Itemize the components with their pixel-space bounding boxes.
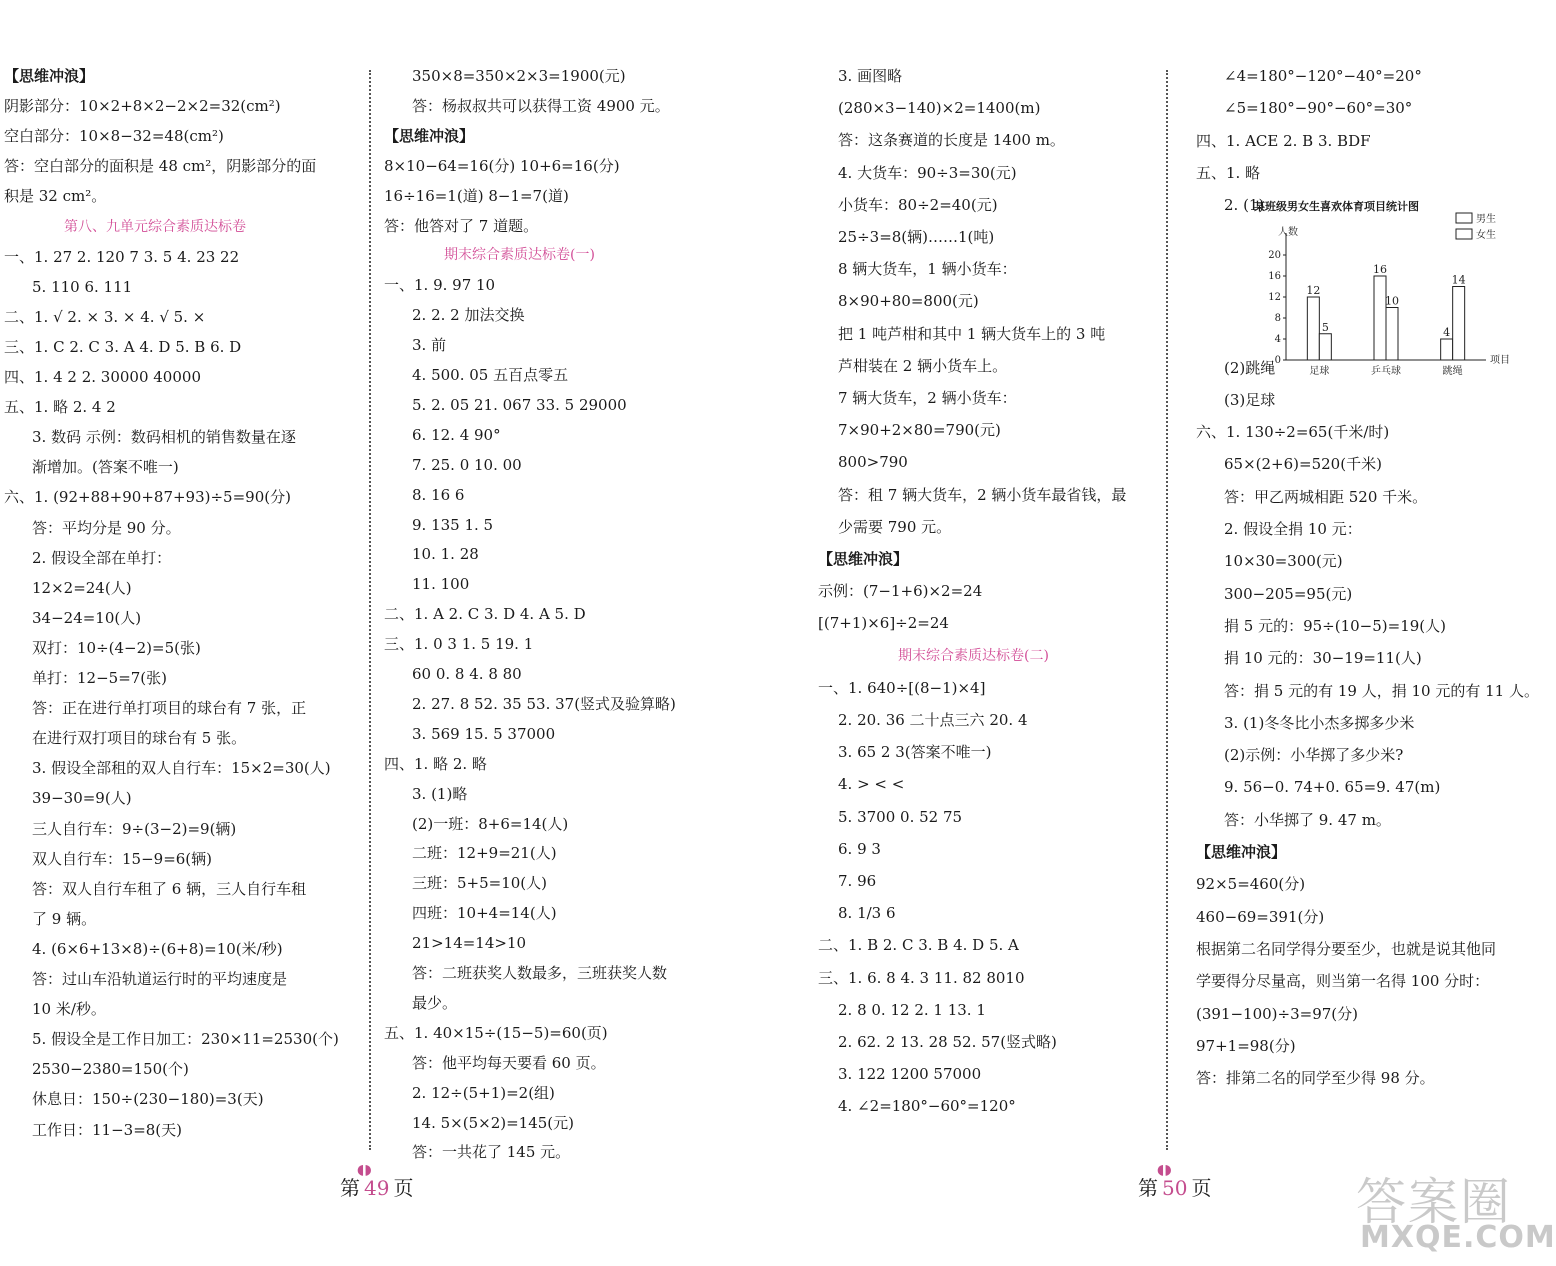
watermark-cn: 答案圈 <box>1356 1173 1512 1231</box>
answer-line: 最少。 <box>412 993 458 1012</box>
section-title: 期末综合素质达标卷(一) <box>444 247 595 264</box>
answer-line: 答：一共花了 145 元。 <box>412 1143 571 1162</box>
answer-line: 7. 96 <box>838 872 877 890</box>
y-axis-label: 人数 <box>1278 227 1298 238</box>
answer-line: 【思维冲浪】 <box>4 67 95 85</box>
answer-line: 二、1. √ 2. × 3. × 4. √ 5. × <box>4 307 206 326</box>
answer-line: 【思维冲浪】 <box>818 550 909 568</box>
answer-line: 三、1. 0 3 1. 5 19. 1 <box>384 635 534 654</box>
answer-line: 四、1. 4 2 2. 30000 40000 <box>4 368 201 386</box>
answer-line: 捐 5 元的：95÷(10−5)=19(人) <box>1224 616 1446 635</box>
page-label-pre: 第 <box>340 1176 360 1200</box>
answer-line: 芦柑装在 2 辆小货车上。 <box>838 356 1008 375</box>
answer-line: 4. > < < <box>838 775 905 794</box>
legend-label: 男生 <box>1476 214 1496 225</box>
answer-line: 答：排第二名的同学至少得 98 分。 <box>1196 1069 1435 1088</box>
answer-line: 积是 32 cm²。 <box>4 187 107 206</box>
answer-line: 8×90+80=800(元) <box>838 292 979 311</box>
answer-line: 二、1. A 2. C 3. D 4. A 5. D <box>384 605 586 624</box>
answer-line: 阴影部分：10×2+8×2−2×2=32(cm²) <box>4 97 281 116</box>
answer-line: 5. 假设全是工作日加工：230×11=2530(个) <box>32 1030 339 1049</box>
answer-line: 7. 25. 0 10. 00 <box>412 455 522 474</box>
answer-line: 5. 110 6. 111 <box>32 277 133 296</box>
answer-line: 三人自行车：9÷(3−2)=9(辆) <box>32 819 237 838</box>
answer-line: (2)一班：8+6=14(人) <box>412 814 569 833</box>
y-tick-label: 12 <box>1268 292 1281 303</box>
answer-line: 四、1. 略 2. 略 <box>384 754 487 773</box>
answer-line: 2. 27. 8 52. 35 53. 37(竖式及验算略) <box>412 694 676 713</box>
answer-line: (2)跳绳 <box>1224 358 1276 377</box>
answer-line: 答：小华掷了 9. 47 m。 <box>1224 810 1391 829</box>
bar-女生 <box>1319 334 1331 360</box>
answer-line: (391−100)÷3=97(分) <box>1196 1004 1359 1023</box>
answer-line: 6. 9 3 <box>838 839 881 858</box>
answer-line: 3. 数码 示例：数码相机的销售数量在逐 <box>32 428 296 447</box>
answer-line: 3. 假设全部租的双人自行车：15×2=30(人) <box>32 759 331 778</box>
answer-line: 示例：(7−1+6)×2=24 <box>818 582 983 601</box>
bar-value-label: 10 <box>1385 294 1399 308</box>
chart-title: 某班级男女生喜欢体育项目统计图 <box>1254 200 1419 213</box>
answer-line: 渐增加。(答案不唯一) <box>32 458 179 477</box>
answer-line: 2. 假设全捐 10 元： <box>1224 520 1362 538</box>
answer-line: 三、1. C 2. C 3. A 4. D 5. B 6. D <box>4 337 242 356</box>
answer-line: 3. 画图略 <box>838 67 903 85</box>
answer-line: 六、1. (92+88+90+87+93)÷5=90(分) <box>4 488 291 507</box>
answer-line: 3. 569 15. 5 37000 <box>412 724 556 743</box>
answer-line: 四班：10+4=14(人) <box>412 904 557 923</box>
answer-line: 4. ∠2=180°−60°=120° <box>838 1097 1016 1116</box>
answer-line: 2. 20. 36 二十点三六 20. 4 <box>838 711 1028 729</box>
legend-label: 女生 <box>1476 230 1496 241</box>
page-num: 49 <box>364 1176 390 1200</box>
y-tick-label: 16 <box>1268 271 1281 282</box>
answer-line: 【思维冲浪】 <box>1196 843 1287 861</box>
answer-line: 三、1. 6. 8 4. 3 11. 82 8010 <box>818 968 1025 987</box>
answer-line: 答：捐 5 元的有 19 人，捐 10 元的有 11 人。 <box>1224 681 1539 700</box>
answer-line: 2. 假设全部在单打： <box>32 548 172 567</box>
answer-line: 六、1. 130÷2=65(千米/时) <box>1196 423 1390 442</box>
answer-line: 2. 62. 2 13. 28 52. 57(竖式略) <box>838 1033 1057 1051</box>
legend-swatch <box>1456 229 1472 239</box>
answer-line: 一、1. 640÷[(8−1)×4] <box>818 678 986 697</box>
answer-line: 了 9 辆。 <box>32 909 97 928</box>
answer-line: 三班：5+5=10(人) <box>412 874 548 893</box>
answer-line: 二、1. B 2. C 3. B 4. D 5. A <box>818 936 1019 955</box>
answer-line: 65×(2+6)=520(千米) <box>1224 455 1382 474</box>
answer-line: ∠4=180°−120°−40°=20° <box>1224 67 1422 85</box>
category-label: 足球 <box>1309 366 1330 377</box>
answer-line: (280×3−140)×2=1400(m) <box>838 99 1041 118</box>
answer-line: 答：杨叔叔共可以获得工资 4900 元。 <box>412 96 670 115</box>
answer-line: 学要得分尽量高，则当第一名得 100 分时： <box>1196 972 1490 991</box>
answer-line: 双打：10÷(4−2)=5(张) <box>32 638 201 657</box>
answer-line: 4. 500. 05 五百点零五 <box>412 366 569 384</box>
answer-line: 5. 2. 05 21. 067 33. 5 29000 <box>412 395 627 414</box>
column-divider <box>369 70 371 1150</box>
answer-line: 一、1. 27 2. 120 7 3. 5 4. 23 22 <box>4 247 240 266</box>
answer-line: 空白部分：10×8−32=48(cm²) <box>4 127 224 146</box>
answer-line: 答：过山车沿轨道运行时的平均速度是 <box>32 970 288 988</box>
answer-line: 四、1. ACE 2. B 3. BDF <box>1196 131 1371 150</box>
answer-line: 【思维冲浪】 <box>384 126 475 145</box>
answer-line: 在进行双打项目的球台有 5 张。 <box>32 729 247 748</box>
section-title: 期末综合素质达标卷(二) <box>898 647 1049 664</box>
page-label-post: 页 <box>1191 1176 1212 1200</box>
answer-line: 根据第二名同学得分要至少，也就是说其他同 <box>1196 939 1497 958</box>
legend-swatch <box>1456 213 1472 223</box>
answer-line: 10 米/秒。 <box>32 1000 106 1019</box>
answer-line: 二班：12+9=21(人) <box>412 844 557 863</box>
answer-line: 9. 56−0. 74+0. 65=9. 47(m) <box>1224 778 1441 797</box>
answer-line: 460−69=391(分) <box>1196 907 1325 926</box>
category-label: 跳绳 <box>1442 366 1463 377</box>
answer-line: 2. 8 0. 12 2. 1 13. 1 <box>838 1000 986 1019</box>
bar-value-label: 5 <box>1321 320 1329 334</box>
x-axis-label: 项目 <box>1490 355 1510 366</box>
bunny-ears-icon: ◖◗ <box>1157 1162 1172 1178</box>
bar-chart <box>1254 198 1510 383</box>
answer-line: 3. 65 2 3(答案不唯一) <box>838 743 992 762</box>
answer-line: 答：他平均每天要看 60 页。 <box>412 1053 606 1072</box>
answer-line: 5. 3700 0. 52 75 <box>838 807 963 826</box>
watermark-logo <box>1350 1160 1556 1260</box>
page-number-right <box>1138 1172 1211 1201</box>
answer-line: 97+1=98(分) <box>1196 1036 1296 1055</box>
answer-line: 休息日：150÷(230−180)=3(天) <box>32 1090 264 1109</box>
answer-line: 10. 1. 28 <box>412 545 479 564</box>
answer-line: 答：甲乙两城相距 520 千米。 <box>1224 487 1428 506</box>
answer-line: 8×10−64=16(分) 10+6=16(分) <box>384 156 620 175</box>
answer-line: 一、1. 9. 97 10 <box>384 276 496 295</box>
answer-line: 小货车：80÷2=40(元) <box>838 195 998 214</box>
bunny-ears-icon: ◖◗ <box>357 1162 372 1178</box>
answer-line: 60 0. 8 4. 8 80 <box>412 665 522 683</box>
answer-line: 2. 2. 2 加法交换 <box>412 306 525 325</box>
answer-line: 3. 122 1200 57000 <box>838 1065 982 1084</box>
answer-line: 答：租 7 辆大货车，2 辆小货车最省钱，最 <box>838 485 1127 504</box>
answer-line: 9. 135 1. 5 <box>412 515 494 534</box>
answer-line: 21>14=14>10 <box>412 934 527 953</box>
section-title: 第八、九单元综合素质达标卷 <box>64 218 246 235</box>
answer-line: 五、1. 略 <box>1196 163 1261 182</box>
page-label-post: 页 <box>393 1176 414 1200</box>
answer-line: 350×8=350×2×3=1900(元) <box>412 67 626 85</box>
answer-line: 五、1. 略 2. 4 2 <box>4 398 116 417</box>
answer-line: 答：双人自行车租了 6 辆，三人自行车租 <box>32 879 307 898</box>
answer-line: (2)示例：小华掷了多少米? <box>1224 746 1404 765</box>
answer-line: 3. 前 <box>412 336 447 355</box>
bar-女生 <box>1386 308 1398 361</box>
answer-line: 五、1. 40×15÷(15−5)=60(页) <box>384 1023 608 1042</box>
answer-line: (3)足球 <box>1224 390 1276 409</box>
bar-value-label: 16 <box>1373 263 1387 276</box>
answer-line: 39−30=9(人) <box>32 789 132 808</box>
answer-line: 工作日：11−3=8(天) <box>32 1120 183 1139</box>
bar-value-label: 14 <box>1451 273 1466 287</box>
answer-line: 25÷3=8(辆)……1(吨) <box>838 228 995 246</box>
answer-line: 答：平均分是 90 分。 <box>32 518 181 537</box>
answer-line: 双人自行车：15−9=6(辆) <box>32 849 213 868</box>
answer-line: 单打：12−5=7(张) <box>32 669 168 687</box>
answer-line: 4. (6×6+13×8)÷(6+8)=10(米/秒) <box>32 939 283 958</box>
bar-男生 <box>1307 297 1319 360</box>
bar-女生 <box>1453 287 1465 361</box>
answer-line: 12×2=24(人) <box>32 578 132 597</box>
answer-line: 2530−2380=150(个) <box>32 1060 189 1079</box>
y-tick-label: 8 <box>1274 313 1281 324</box>
answer-line: 答：空白部分的面积是 48 cm²，阴影部分的面 <box>4 157 317 176</box>
answer-line: 92×5=460(分) <box>1196 875 1306 894</box>
chart-svg <box>1258 198 1508 383</box>
answer-line: 8 辆大货车，1 辆小货车： <box>838 260 1017 279</box>
answer-line: 2. 12÷(5+1)=2(组) <box>412 1083 555 1102</box>
bar-value-label: 4 <box>1443 326 1451 339</box>
y-tick-label: 4 <box>1274 334 1281 345</box>
answer-line: 300−205=95(元) <box>1224 584 1353 603</box>
y-tick-label: 0 <box>1274 355 1281 366</box>
answer-line: 7 辆大货车，2 辆小货车： <box>838 389 1017 407</box>
answer-line: 答：二班获奖人数最多，三班获奖人数 <box>412 964 668 982</box>
answer-line: 34−24=10(人) <box>32 608 142 627</box>
answer-line: 16÷16=1(道) 8−1=7(道) <box>384 186 569 205</box>
answer-line: 3. (1)略 <box>412 784 468 803</box>
answer-line: 3. (1)冬冬比小杰多掷多少米 <box>1224 713 1415 732</box>
answer-line: 答：正在进行单打项目的球台有 7 张，正 <box>32 699 307 718</box>
answer-line: ∠5=180°−90°−60°=30° <box>1224 99 1413 118</box>
answer-line: 10×30=300(元) <box>1224 552 1343 571</box>
page-label-pre: 第 <box>1138 1176 1158 1200</box>
answer-line: 800>790 <box>838 453 908 472</box>
answer-line: 答：他答对了 7 道题。 <box>384 216 539 235</box>
answer-line: 捐 10 元的：30−19=11(人) <box>1224 649 1422 668</box>
column-divider <box>1166 70 1168 1150</box>
answer-line: 6. 12. 4 90° <box>412 425 501 444</box>
answer-line: 11. 100 <box>412 575 470 594</box>
watermark-en: MXQE.COM <box>1360 1220 1556 1255</box>
answer-line: 7×90+2×80=790(元) <box>838 421 1001 440</box>
answer-line: 4. 大货车：90÷3=30(元) <box>838 163 1017 182</box>
answer-line: 8. 1/3 6 <box>838 904 896 923</box>
answer-line: 答：这条赛道的长度是 1400 m。 <box>838 131 1065 150</box>
answer-line: 2. (1) <box>1224 196 1265 215</box>
bar-value-label: 12 <box>1306 284 1321 297</box>
answer-line: 把 1 吨芦柑和其中 1 辆大货车上的 3 吨 <box>838 324 1106 343</box>
bar-男生 <box>1441 339 1453 360</box>
answer-line: 14. 5×(5×2)=145(元) <box>412 1113 574 1132</box>
answer-line: 8. 16 6 <box>412 485 465 504</box>
answer-line: [(7+1)×6]÷2=24 <box>818 614 949 633</box>
category-label: 乒乓球 <box>1371 366 1401 377</box>
answer-line: 少需要 790 元。 <box>838 517 952 536</box>
bar-男生 <box>1374 276 1386 360</box>
y-tick-label: 20 <box>1268 250 1281 261</box>
page-num: 50 <box>1162 1176 1188 1200</box>
page-number-left <box>340 1172 413 1201</box>
